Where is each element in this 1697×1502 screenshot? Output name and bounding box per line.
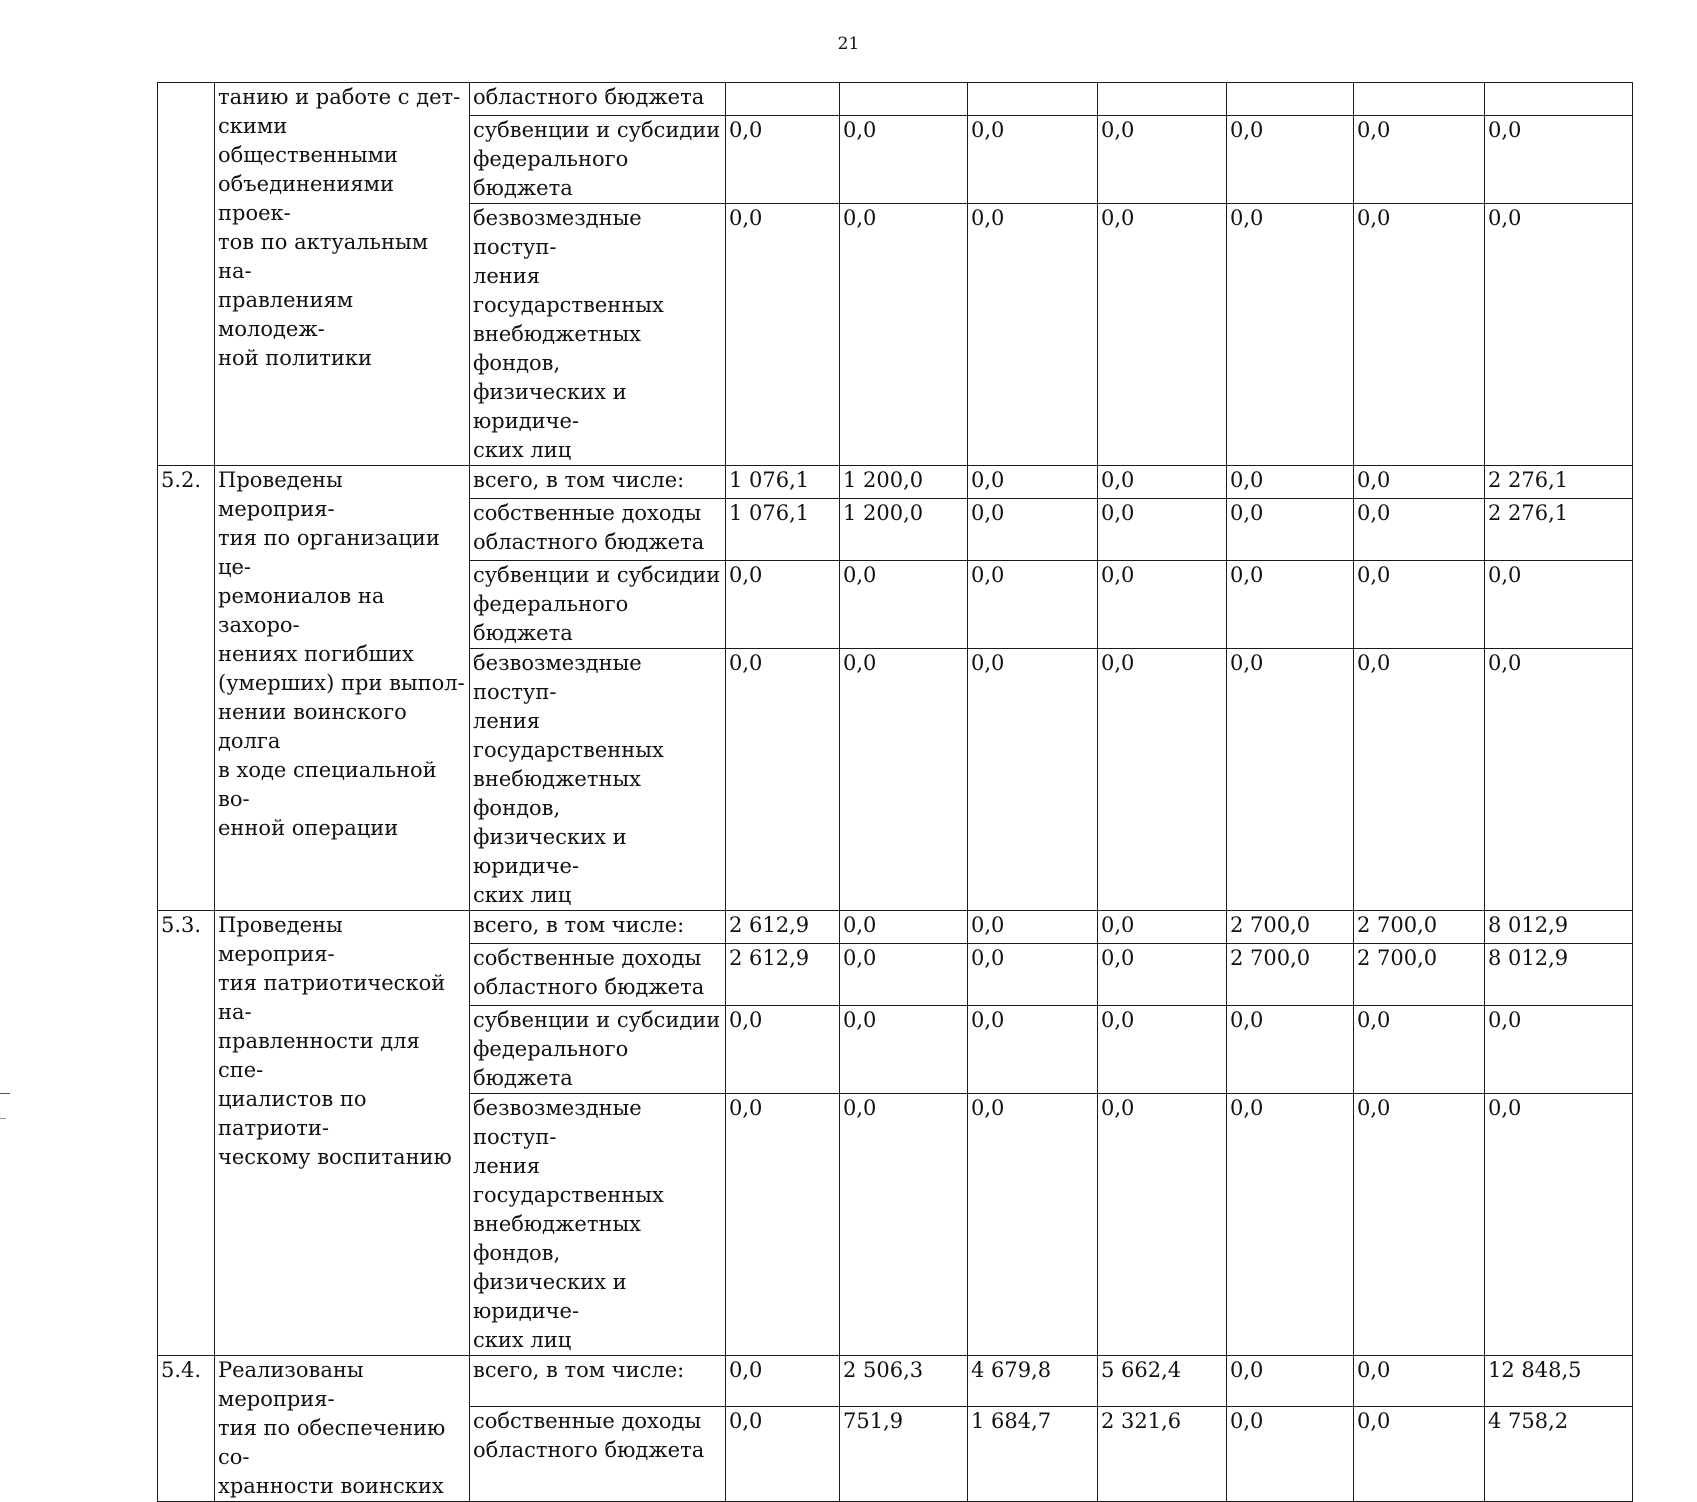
- funding-value: [840, 83, 968, 116]
- funding-value: 0,0: [1354, 649, 1485, 911]
- scan-artifact: [0, 1118, 6, 1119]
- budget-table: [157, 82, 1633, 1502]
- funding-value: 5 662,4: [1098, 1356, 1227, 1407]
- funding-value: 0,0: [1098, 649, 1227, 911]
- funding-source: всего, в том числе:: [470, 911, 726, 944]
- table-row: [158, 83, 1633, 116]
- funding-value: 0,0: [1098, 944, 1227, 1006]
- funding-value: 0,0: [1485, 116, 1633, 204]
- funding-value: [1485, 83, 1633, 116]
- scan-artifact: [0, 1093, 10, 1094]
- funding-value: 0,0: [726, 204, 840, 466]
- funding-source: безвозмездные поступ- ления государственных внебюджетных фондов, физических и юридиче- ских лиц: [470, 649, 726, 911]
- funding-value: 2 276,1: [1485, 466, 1633, 499]
- funding-source: собственные доходы областного бюджета: [470, 944, 726, 1006]
- table-row: [158, 1356, 1633, 1407]
- funding-value: 0,0: [1227, 1006, 1354, 1094]
- funding-value: 0,0: [1354, 466, 1485, 499]
- funding-value: 0,0: [1485, 561, 1633, 649]
- funding-value: 0,0: [840, 911, 968, 944]
- funding-value: 2 506,3: [840, 1356, 968, 1407]
- funding-source: областного бюджета: [470, 83, 726, 116]
- funding-value: 2 700,0: [1227, 911, 1354, 944]
- item-number: [158, 83, 215, 466]
- funding-value: 0,0: [968, 944, 1098, 1006]
- funding-value: 0,0: [1485, 649, 1633, 911]
- funding-value: 0,0: [1485, 1006, 1633, 1094]
- table-row: [158, 911, 1633, 944]
- item-title: Реализованы мероприя- тия по обеспечению со- хранности воинских: [215, 1356, 470, 1502]
- funding-value: 0,0: [968, 649, 1098, 911]
- funding-source: субвенции и субсидии федерального бюджета: [470, 1006, 726, 1094]
- funding-value: 2 612,9: [726, 944, 840, 1006]
- funding-value: 12 848,5: [1485, 1356, 1633, 1407]
- funding-value: 0,0: [1354, 499, 1485, 561]
- funding-value: 0,0: [726, 1356, 840, 1407]
- funding-value: 0,0: [840, 1094, 968, 1356]
- funding-value: 0,0: [1227, 561, 1354, 649]
- funding-value: 0,0: [1098, 1094, 1227, 1356]
- funding-source: безвозмездные поступ- ления государственных внебюджетных фондов, физических и юридиче- ских лиц: [470, 1094, 726, 1356]
- funding-value: 0,0: [1354, 1006, 1485, 1094]
- funding-value: 2 700,0: [1227, 944, 1354, 1006]
- funding-value: 0,0: [726, 116, 840, 204]
- funding-value: 0,0: [968, 1006, 1098, 1094]
- funding-value: 0,0: [1098, 499, 1227, 561]
- funding-value: 0,0: [840, 649, 968, 911]
- funding-source: субвенции и субсидии федерального бюджета: [470, 116, 726, 204]
- funding-source: безвозмездные поступ- ления государственных внебюджетных фондов, физических и юридиче- ских лиц: [470, 204, 726, 466]
- funding-value: 0,0: [1227, 1094, 1354, 1356]
- funding-value: 0,0: [1227, 466, 1354, 499]
- table-row: [158, 466, 1633, 499]
- funding-value: 1 200,0: [840, 499, 968, 561]
- item-title: танию и работе с дет- скими общественными объединениями проек- тов по актуальным на- правлениям молодеж- ной политики: [215, 83, 470, 466]
- item-title: Проведены мероприя- тия по организации це- ремониалов на захоро- нениях погибших (умерших) при выпол- нении воинского долга в ходе специальной во- енной операции: [215, 466, 470, 911]
- funding-value: 0,0: [1485, 204, 1633, 466]
- funding-value: 1 200,0: [840, 466, 968, 499]
- funding-value: 0,0: [726, 649, 840, 911]
- funding-value: 0,0: [968, 1094, 1098, 1356]
- item-number: 5.3.: [158, 911, 215, 1356]
- funding-value: 0,0: [968, 116, 1098, 204]
- funding-value: 2 276,1: [1485, 499, 1633, 561]
- funding-value: 0,0: [1354, 204, 1485, 466]
- funding-value: 0,0: [1354, 1406, 1485, 1501]
- funding-value: 0,0: [1354, 1094, 1485, 1356]
- funding-value: 0,0: [1098, 1006, 1227, 1094]
- funding-value: 0,0: [1098, 911, 1227, 944]
- funding-value: 0,0: [726, 1006, 840, 1094]
- funding-value: 0,0: [968, 466, 1098, 499]
- budget-table-body: [158, 83, 1633, 1502]
- funding-source: всего, в том числе:: [470, 466, 726, 499]
- funding-value: 0,0: [840, 116, 968, 204]
- item-number: 5.4.: [158, 1356, 215, 1502]
- funding-value: 0,0: [1098, 561, 1227, 649]
- funding-value: 0,0: [1485, 1094, 1633, 1356]
- funding-value: 0,0: [840, 944, 968, 1006]
- funding-value: 0,0: [1354, 1356, 1485, 1407]
- funding-source: всего, в том числе:: [470, 1356, 726, 1407]
- funding-value: [1354, 83, 1485, 116]
- item-title: Проведены мероприя- тия патриотической на- правленности для спе- циалистов по патриоти- ческому воспитанию: [215, 911, 470, 1356]
- funding-value: 1 076,1: [726, 466, 840, 499]
- funding-value: 1 684,7: [968, 1406, 1098, 1501]
- funding-value: 2 700,0: [1354, 911, 1485, 944]
- funding-value: 0,0: [726, 1094, 840, 1356]
- funding-value: 0,0: [1227, 116, 1354, 204]
- funding-value: 0,0: [840, 561, 968, 649]
- funding-value: 8 012,9: [1485, 911, 1633, 944]
- funding-value: 0,0: [1227, 1406, 1354, 1501]
- funding-value: 0,0: [840, 204, 968, 466]
- funding-value: 0,0: [1098, 116, 1227, 204]
- funding-value: 0,0: [1354, 561, 1485, 649]
- funding-source: собственные доходы областного бюджета: [470, 499, 726, 561]
- funding-value: 0,0: [1227, 499, 1354, 561]
- funding-value: 0,0: [968, 561, 1098, 649]
- funding-value: [968, 83, 1098, 116]
- funding-value: 4 758,2: [1485, 1406, 1633, 1501]
- funding-value: 2 700,0: [1354, 944, 1485, 1006]
- funding-value: [726, 83, 840, 116]
- funding-value: 0,0: [968, 499, 1098, 561]
- funding-value: 0,0: [1098, 466, 1227, 499]
- funding-value: 0,0: [840, 1006, 968, 1094]
- item-number: 5.2.: [158, 466, 215, 911]
- funding-value: 8 012,9: [1485, 944, 1633, 1006]
- funding-value: 0,0: [1227, 1356, 1354, 1407]
- funding-value: 0,0: [1098, 204, 1227, 466]
- funding-value: 2 612,9: [726, 911, 840, 944]
- funding-source: собственные доходы областного бюджета: [470, 1406, 726, 1501]
- funding-value: 4 679,8: [968, 1356, 1098, 1407]
- funding-value: [1227, 83, 1354, 116]
- funding-value: 751,9: [840, 1406, 968, 1501]
- page-number: 21: [837, 34, 860, 54]
- funding-source: субвенции и субсидии федерального бюджета: [470, 561, 726, 649]
- funding-value: 0,0: [968, 911, 1098, 944]
- funding-value: 0,0: [968, 204, 1098, 466]
- funding-value: 0,0: [1227, 204, 1354, 466]
- funding-value: 0,0: [726, 1406, 840, 1501]
- funding-value: 0,0: [726, 561, 840, 649]
- funding-value: 1 076,1: [726, 499, 840, 561]
- funding-value: [1098, 83, 1227, 116]
- funding-value: 2 321,6: [1098, 1406, 1227, 1501]
- funding-value: 0,0: [1227, 649, 1354, 911]
- funding-value: 0,0: [1354, 116, 1485, 204]
